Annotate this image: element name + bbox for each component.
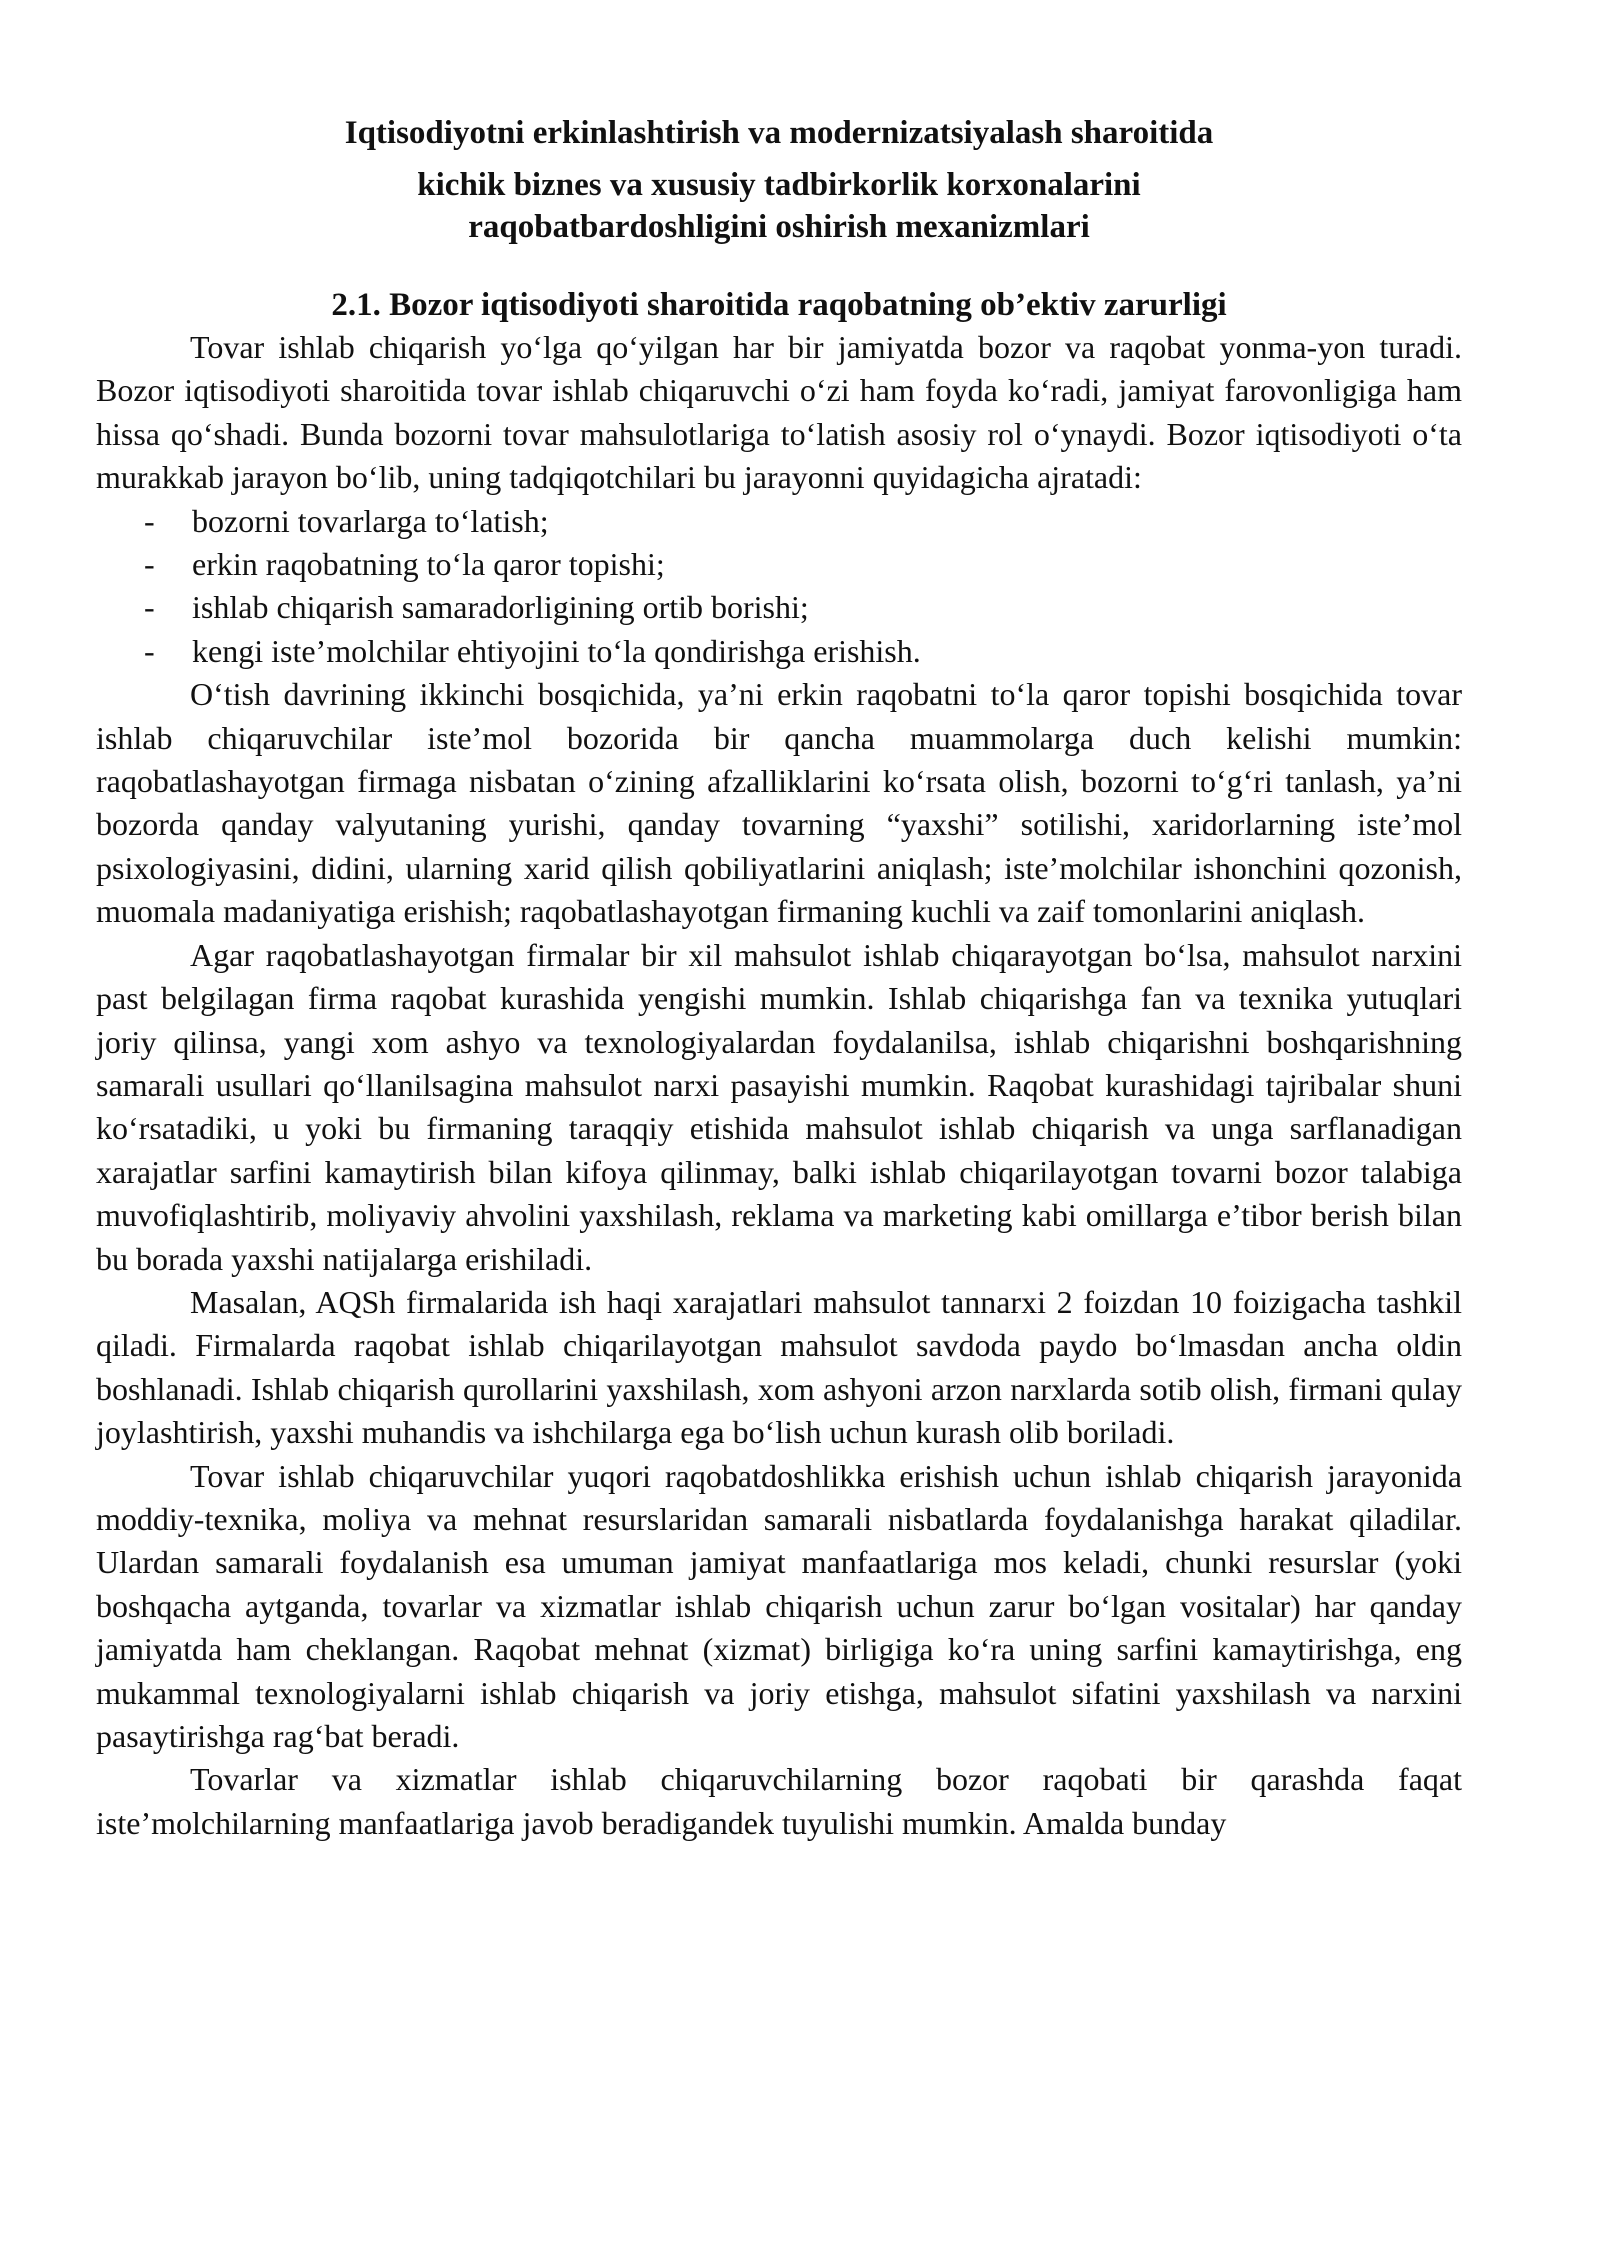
bullet-text: bozorni tovarlarga to‘latish; bbox=[192, 502, 549, 539]
bullet-marker: - bbox=[144, 589, 155, 626]
paragraph-3: Agar raqobatlashayotgan firmalar bir xil mahsulot ishlab chiqarayotgan bo‘lsa, mahsulot narxini past belgilagan firma raqobat kurashida yengishi mumkin. Ishlab chiqarishga fan va texnika yutuqlari joriy qilinsa, yangi xom ashyo va texnologiyalardan foydalanilsa, ishlab chiqarishni boshqarishning samarali usullari qo‘llanilsagina mahsulot narxi pasayishi mumkin. Raqobat kurashidagi tajribalar shuni ko‘rsatadiki, u yoki bu firmaning taraqqiy etishida mahsulot ishlab chiqarish va unga sarflanadigan xarajatlar sarfini kamaytirish bilan kifoya qilinmay, balki ishlab chiqarilayotgan tovarni bozor talabiga muvofiqlashtirib, moliyaviy ahvolini yaxshilash, reklama va marketing kabi omillarga e’tibor berish bilan bu borada yaxshi natijalarga erishiladi. bbox=[96, 936, 1462, 1277]
bullet-marker: - bbox=[144, 546, 155, 583]
document-page bbox=[96, 112, 1462, 1845]
paragraph-2: O‘tish davrining ikkinchi bosqichida, ya’ni erkin raqobatni to‘la qaror topishi bosqichida tovar ishlab chiqaruvchilar iste’mol bozorida bir qancha muammolarga duch kelishi mumkin: raqobatlashayotgan firmaga nisbatan o‘zining afzalliklarini ko‘rsata olish, bozorni to‘g‘ri tanlash, ya’ni bozorda qanday valyutaning yurishi, qanday tovarning “yaxshi” sotilishi, xaridorlarning iste’mol psixologiyasini, didini, ularning xarid qilish qobiliyatlarini aniqlash; iste’molchilar ishonchini qozonish, muomala madaniyatiga erishish; raqobatlashayotgan firmaning kuchli va zaif tomonlarini aniqlash. bbox=[96, 676, 1462, 930]
bullet-item bbox=[96, 630, 1462, 673]
paragraph-5: Tovar ishlab chiqaruvchilar yuqori raqobatdoshlikka erishish uchun ishlab chiqarish jarayonida moddiy-texnika, moliya va mehnat resurslaridan samarali nisbatlarda foydalanishga harakat qiladilar. Ulardan samarali foydalanish esa umuman jamiyat manfaatlariga mos keladi, chunki resurslar (yoki boshqacha aytganda, tovarlar va xizmatlar ishlab chiqarish uchun zarur bo‘lgan vositalar) har qanday jamiyatda ham cheklangan. Raqobat mehnat (xizmat) birligiga ko‘ra uning sarfini kamaytirishga, eng mukammal texnologiyalarni ishlab chiqarish va joriy etishga, mahsulot sifatini yaxshilash va narxini pasaytirishga rag‘bat beradi. bbox=[96, 1457, 1462, 1754]
bullet-item bbox=[96, 586, 1462, 629]
paragraph-1: Tovar ishlab chiqarish yo‘lga qo‘yilgan har bir jamiyatda bozor va raqobat yonma-yon turadi. Bozor iqtisodiyoti sharoitida tovar ishlab chiqaruvchi o‘zi ham foyda ko‘radi, jamiyat farovonligiga ham hissa qo‘shadi. Bunda bozorni tovar mahsulotlariga to‘latish asosiy rol o‘ynaydi. Bozor iqtisodiyoti o‘ta murakkab jarayon bo‘lib, uning tadqiqotchilari bu jarayonni quyidagicha ajratadi: bbox=[96, 329, 1462, 496]
title-line-2: kichik biznes va xususiy tadbirkorlik korxonalarini bbox=[417, 167, 1141, 203]
title-line-1: Iqtisodiyotni erkinlashtirish va modernizatsiyalash sharoitida bbox=[344, 115, 1214, 151]
bullet-marker: - bbox=[144, 632, 155, 669]
title-line-3: raqobatbardoshligini oshirish mexanizmlari bbox=[468, 209, 1090, 245]
bullet-text: erkin raqobatning to‘la qaror topishi; bbox=[192, 546, 665, 583]
paragraph-6: Tovarlar va xizmatlar ishlab chiqaruvchilarning bozor raqobati bir qarashda faqat iste’molchilarning manfaatlariga javob beradigandek tuyulishi mumkin. Amalda bunday bbox=[96, 1761, 1462, 1841]
bullet-text: ishlab chiqarish samaradorligining ortib borishi; bbox=[192, 589, 809, 626]
bullet-item bbox=[96, 500, 1462, 543]
bullet-marker: - bbox=[144, 502, 155, 539]
document-title bbox=[96, 112, 1462, 248]
bullet-list bbox=[96, 500, 1462, 674]
bullet-item bbox=[96, 543, 1462, 586]
bullet-text: kengi iste’molchilar ehtiyojini to‘la qondirishga erishish. bbox=[192, 632, 921, 669]
paragraph-4: Masalan, AQSh firmalarida ish haqi xarajatlari mahsulot tannarxi 2 foizdan 10 foizigacha tashkil qiladi. Firmalarda raqobat ishlab chiqarilayotgan mahsulot savdoda paydo bo‘lmasdan ancha oldin boshlanadi. Ishlab chiqarish qurollarini yaxshilash, xom ashyoni arzon narxlarda sotib olish, firmani qulay joylashtirish, yaxshi muhandis va ishchilarga ega bo‘lish uchun kurash olib boriladi. bbox=[96, 1283, 1462, 1451]
section-heading: 2.1. Bozor iqtisodiyoti sharoitida raqobatning ob’ektiv zarurligi bbox=[331, 287, 1227, 323]
